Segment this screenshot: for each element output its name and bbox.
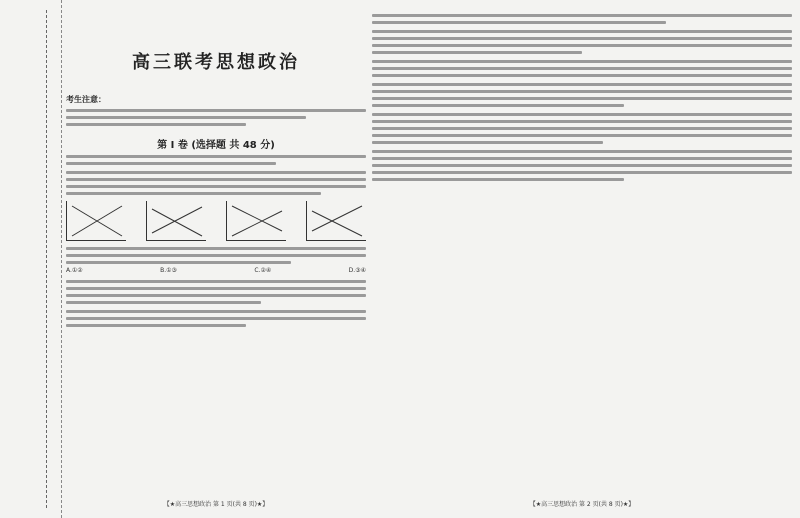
question-4 [66, 310, 366, 327]
question-8 [372, 113, 792, 144]
page-footer: 【★高三思想政治 第 2 页(共 8 页)★】 [529, 501, 635, 508]
question-2 [66, 247, 366, 274]
page-footer: 【★高三思想政治 第 1 页(共 8 页)★】 [163, 501, 269, 508]
exam-title: 高三联考思想政治 [132, 52, 300, 73]
page-one [66, 8, 366, 508]
option-b: B.①③ [160, 267, 177, 274]
question-9 [372, 150, 792, 181]
section-title: 第 Ⅰ 卷 (选择题 共 48 分) [157, 140, 275, 151]
question-1 [66, 171, 366, 241]
graph-a [66, 201, 126, 241]
notice-line [66, 123, 366, 126]
question-7 [372, 83, 792, 107]
page-two [372, 8, 792, 508]
question-6 [372, 60, 792, 77]
question-5 [372, 30, 792, 54]
binding-line [46, 10, 47, 508]
question-options [66, 267, 366, 274]
option-c: C.②④ [254, 267, 272, 274]
question-3 [66, 280, 366, 304]
option-d: D.③④ [348, 267, 366, 274]
notice-line [66, 116, 366, 119]
option-a: A.①② [66, 267, 83, 274]
section-instructions [66, 155, 366, 165]
notice-title: 考生注意： [66, 95, 106, 104]
graph-d [306, 201, 366, 241]
graph-b [146, 201, 206, 241]
notice-line [66, 109, 366, 112]
question-4-continued [372, 14, 792, 24]
graph-c [226, 201, 286, 241]
binding-margin [0, 0, 62, 518]
supply-demand-graphs [66, 201, 366, 241]
